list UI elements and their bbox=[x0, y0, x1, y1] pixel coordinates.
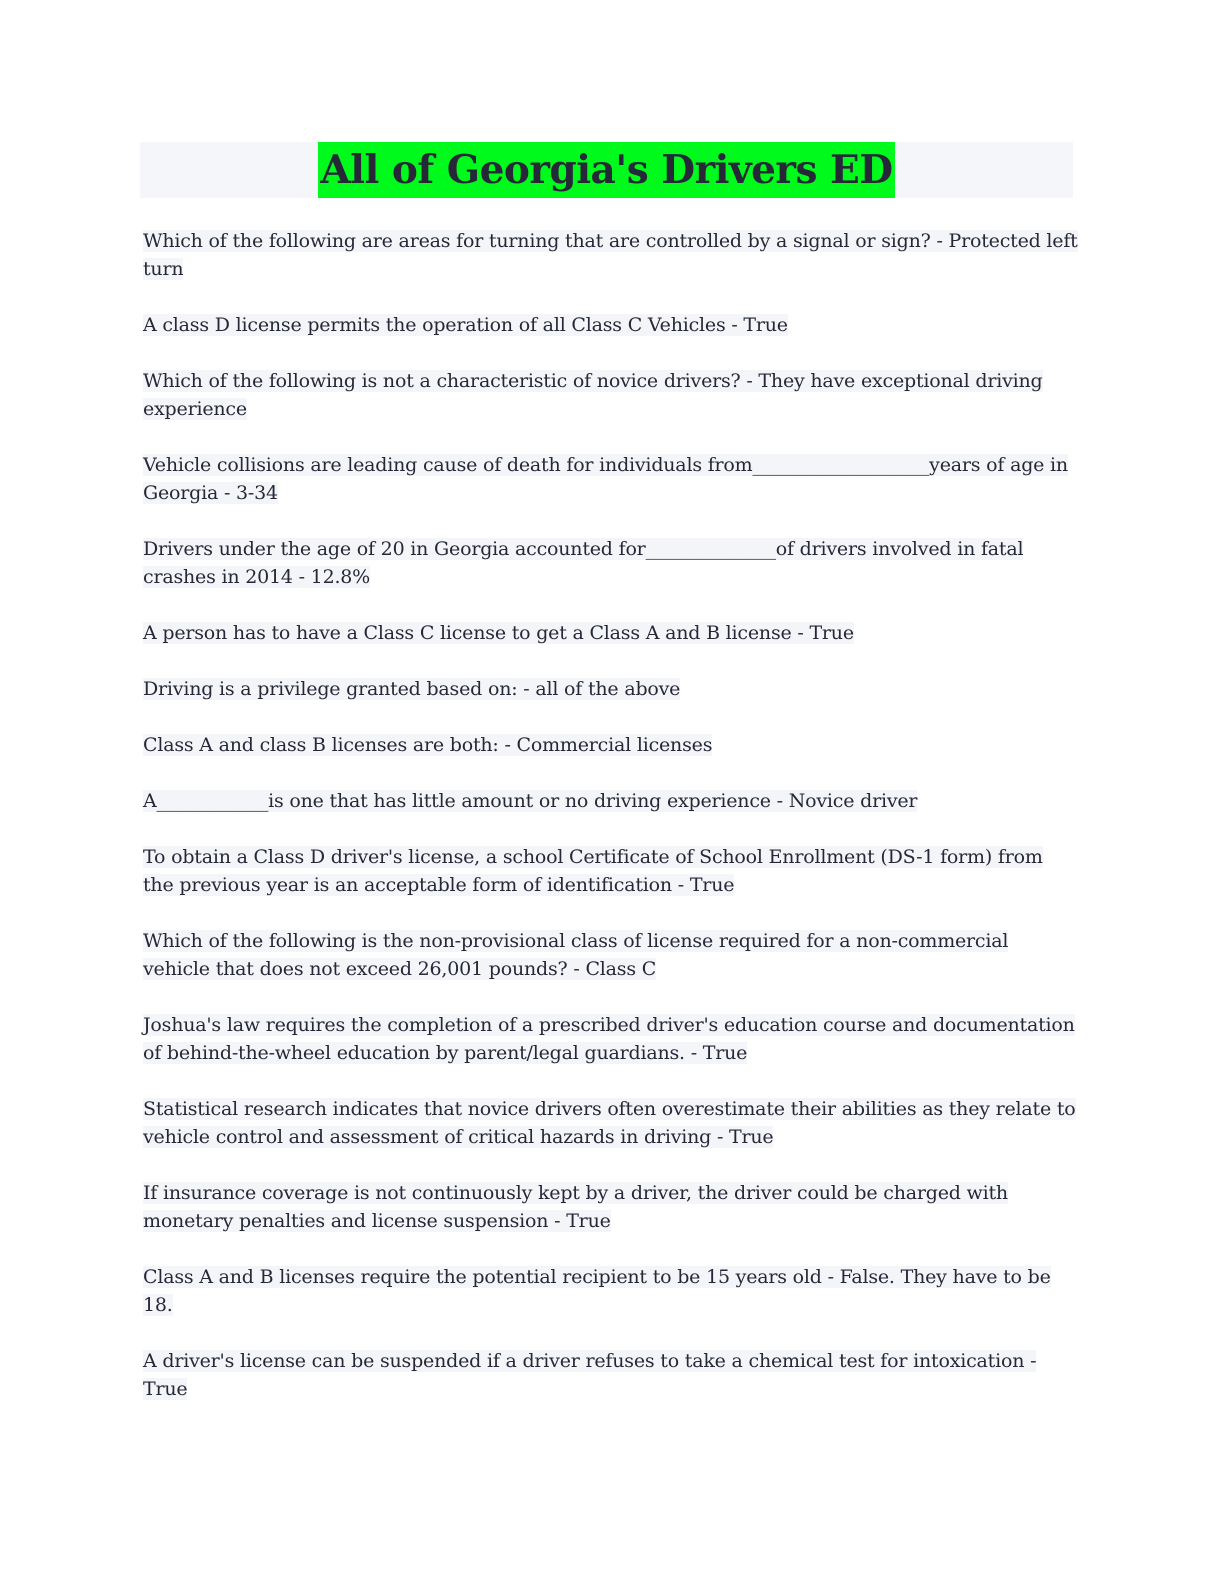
qa-item bbox=[143, 535, 1078, 591]
qa-item bbox=[143, 619, 1078, 647]
qa-item bbox=[143, 1263, 1078, 1319]
qa-item bbox=[143, 675, 1078, 703]
qa-item bbox=[143, 787, 1078, 815]
qa-item bbox=[143, 731, 1078, 759]
qa-list bbox=[143, 227, 1078, 1431]
qa-item-text: Which of the following is not a characteristic of novice drivers? - They have exceptional driving experience bbox=[143, 370, 1043, 420]
qa-item-text: To obtain a Class D driver's license, a school Certificate of School Enrollment (DS-1 form) from the previous year is an acceptable form of identification - True bbox=[143, 846, 1043, 896]
qa-item bbox=[143, 311, 1078, 339]
qa-item-text: Which of the following is the non-provisional class of license required for a non-commercial vehicle that does not exceed 26,001 pounds? - Class C bbox=[143, 930, 1009, 980]
qa-item bbox=[143, 927, 1078, 983]
qa-item bbox=[143, 451, 1078, 507]
qa-item bbox=[143, 1095, 1078, 1151]
qa-item bbox=[143, 227, 1078, 283]
document-title: All of Georgia's Drivers ED bbox=[318, 142, 894, 198]
qa-item-text: If insurance coverage is not continuously kept by a driver, the driver could be charged with monetary penalties and license suspension - True bbox=[143, 1182, 1008, 1232]
qa-item-text: Which of the following are areas for turning that are controlled by a signal or sign? - Protected left turn bbox=[143, 230, 1078, 280]
qa-item-text: Class A and B licenses require the potential recipient to be 15 years old - False. They have to be 18. bbox=[143, 1266, 1051, 1316]
qa-item bbox=[143, 1011, 1078, 1067]
qa-item bbox=[143, 1179, 1078, 1235]
qa-item-text: Drivers under the age of 20 in Georgia accounted for______________of drivers involved in fatal crashes in 2014 - 12.8% bbox=[143, 538, 1024, 588]
qa-item-text: Driving is a privilege granted based on: - all of the above bbox=[143, 678, 681, 700]
qa-item-text: A person has to have a Class C license to get a Class A and B license - True bbox=[143, 622, 854, 644]
qa-item bbox=[143, 1347, 1078, 1403]
qa-item-text: Class A and class B licenses are both: - Commercial licenses bbox=[143, 734, 713, 756]
qa-item-text: Vehicle collisions are leading cause of death for individuals from___________________years of age in Georgia - 3-34 bbox=[143, 454, 1068, 504]
qa-item bbox=[143, 843, 1078, 899]
qa-item-text: A driver's license can be suspended if a driver refuses to take a chemical test for intoxication - True bbox=[143, 1350, 1037, 1400]
qa-item bbox=[143, 367, 1078, 423]
qa-item-text: Joshua's law requires the completion of a prescribed driver's education course and documentation of behind-the-wheel education by parent/legal guardians. - True bbox=[143, 1014, 1075, 1064]
qa-item-text: Statistical research indicates that novice drivers often overestimate their abilities as they relate to vehicle control and assessment of critical hazards in driving - True bbox=[143, 1098, 1076, 1148]
qa-item-text: A____________is one that has little amount or no driving experience - Novice driver bbox=[143, 790, 918, 812]
qa-item-text: A class D license permits the operation of all Class C Vehicles - True bbox=[143, 314, 788, 336]
title-band bbox=[140, 142, 1073, 198]
